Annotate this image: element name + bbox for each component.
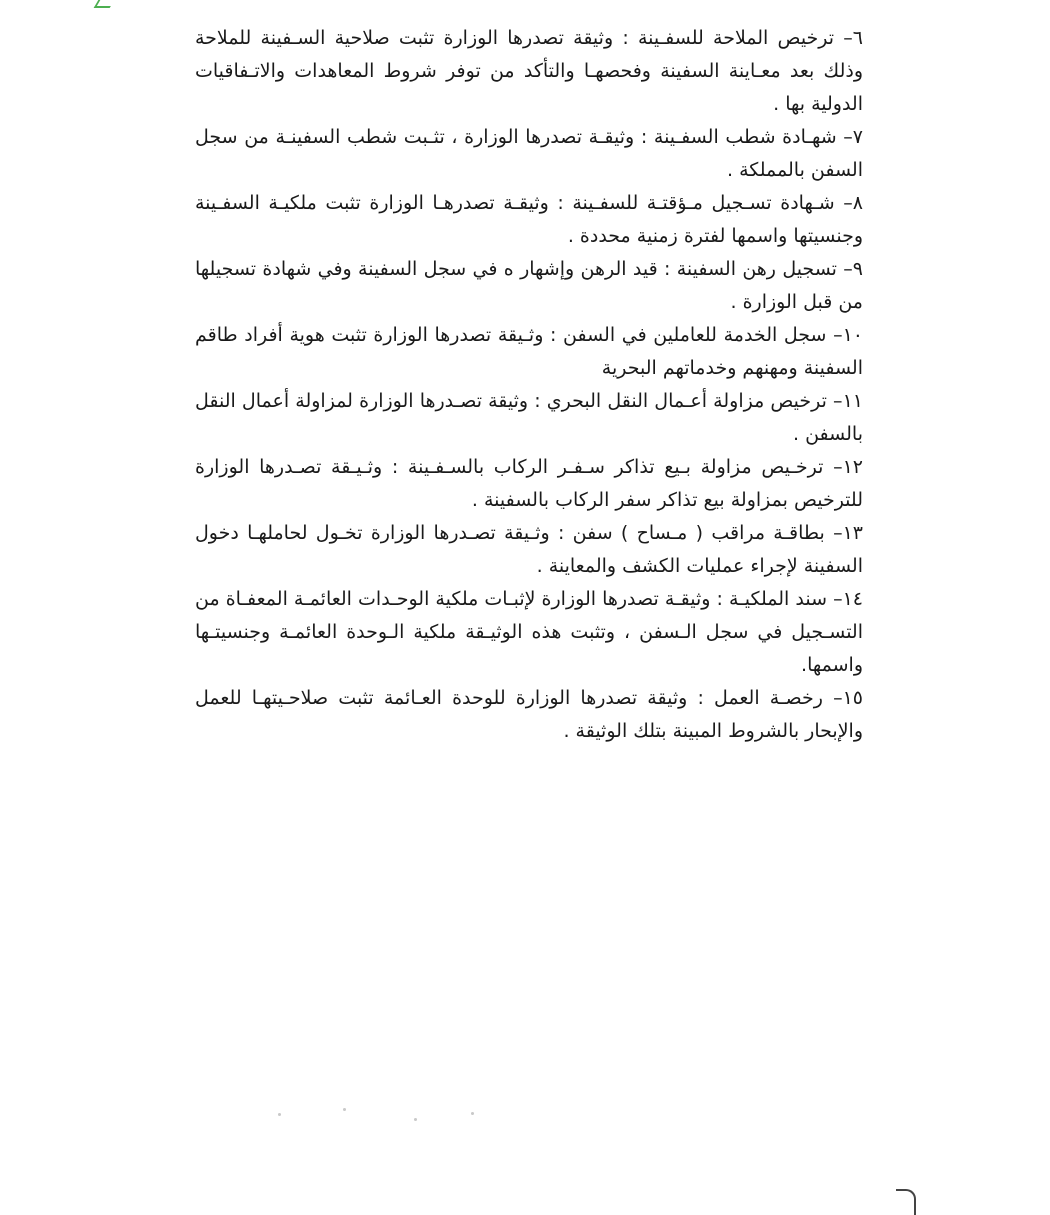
item-heading: شـهادة تسـجيل مـؤقتـة للسفـينة: [572, 192, 835, 214]
item-number: ١٠: [842, 324, 863, 346]
item-number: ١٣: [842, 522, 863, 544]
item-number: ٧: [852, 126, 863, 148]
item-heading: ترخـيص مزاولة بـيع تذاكر سـفـر الركاب بالسـفـينة: [407, 456, 824, 478]
list-item: ١٢– ترخـيص مزاولة بـيع تذاكر سـفـر الركاب بالسـفـينة : وثـيـقة تصـدرها الوزارة للترخيص بمزاولة بيع تذاكر سفر الركاب بالسفينة .: [195, 456, 864, 511]
item-number: ١٥: [842, 687, 864, 709]
item-number: ٩: [852, 258, 863, 280]
item-description: وثـيقة تصدرها الوزارة تثبت هوية أفراد طاقم السفينة ومهنهم وخدماتهم البحرية: [195, 324, 863, 379]
item-number: ١١: [842, 390, 863, 412]
item-description: وثـيـقة تصـدرها الوزارة للترخيص بمزاولة بيع تذاكر سفر الركاب بالسفينة .: [195, 456, 863, 511]
item-description: وثيقة تصدرها الوزارة للوحدة العـائمة تثبت صلاحـيتهـا للعمل والإبحار بالشروط المبينة بتلك الوثيقة .: [195, 687, 863, 742]
list-item: ١٥– رخصـة العمل : وثيقة تصدرها الوزارة للوحدة العـائمة تثبت صلاحـيتهـا للعمل والإبحار بالشروط المبينة بتلك الوثيقة .: [195, 687, 864, 742]
item-description: وثيقـة تصدرها الوزارة ، تثـبت شطب السفينـة من سجل السفن بالمملكة .: [195, 126, 863, 181]
item-number: ١٤: [842, 588, 863, 610]
item-heading: رخصـة العمل: [714, 687, 823, 709]
item-heading: شهـادة شطب السفـينة: [653, 126, 837, 148]
item-heading: تسجيل رهن السفينة: [676, 258, 837, 280]
scan-speck: [278, 1113, 281, 1116]
item-heading: بطاقـة مراقب ( مـساح ) سفن: [572, 522, 825, 544]
list-item: ١٤– سند الملكيـة : وثيقـة تصدرها الوزارة لإثبـات ملكية الوحـدات العائمـة المعفـاة من التسـجيل في سجل الـسفن ، وتثبت هذه الوثيـقة ملكية الـوحدة العائمـة وجنسيتـها واسمها.: [195, 588, 863, 676]
list-item: ١٠– سجل الخدمة للعاملين في السفن : وثـيقة تصدرها الوزارة تثبت هوية أفراد طاقم السفينة ومهنهم وخدماتهم البحرية: [195, 324, 863, 379]
item-number: ٨: [852, 192, 863, 214]
list-item: ٧– شهـادة شطب السفـينة : وثيقـة تصدرها الوزارة ، تثـبت شطب السفينـة من سجل السفن بالمملكة .: [195, 126, 863, 181]
scan-mark-icon: [94, 0, 115, 8]
scan-speck: [471, 1112, 474, 1115]
page-corner-mark: [896, 1189, 916, 1215]
list-item: ٩– تسجيل رهن السفينة : قيد الرهن وإشهار ه في سجل السفينة وفي شهادة تسجيلها من قبل الوزارة .: [195, 258, 863, 313]
item-heading: سند الملكيـة: [728, 588, 827, 610]
item-description: وثيقـة تصدرها الوزارة لإثبـات ملكية الوحـدات العائمـة المعفـاة من التسـجيل في سجل الـسفن ، وتثبت هذه الوثيـقة ملكية الـوحدة العائمـة وجنسيتـها واسمها.: [195, 588, 863, 676]
list-item: ٨– شـهادة تسـجيل مـؤقتـة للسفـينة : وثيقـة تصدرهـا الوزارة تثبت ملكيـة السفـينة وجنسيتها واسمها لفترة زمنية محددة .: [195, 192, 863, 247]
item-description: وثـيقة تصـدرها الوزارة تخـول لحاملهـا دخول السفينة لإجراء عمليات الكشف والمعاينة .: [195, 522, 863, 577]
item-heading: ترخيص مزاولة أعـمال النقل البحري: [546, 390, 827, 412]
item-heading: سجل الخدمة للعاملين في السفن: [563, 324, 827, 346]
list-item: ١٣– بطاقـة مراقب ( مـساح ) سفن : وثـيقة تصـدرها الوزارة تخـول لحاملهـا دخول السفينة لإجراء عمليات الكشف والمعاينة .: [195, 522, 863, 577]
item-description: وثيقـة تصدرهـا الوزارة تثبت ملكيـة السفـينة وجنسيتها واسمها لفترة زمنية محددة .: [195, 192, 863, 247]
scan-speck: [343, 1108, 346, 1111]
item-number: ٦: [852, 27, 863, 49]
item-heading: ترخيص الملاحة للسفـينة: [637, 27, 835, 49]
item-description: وثيقة تصدرها الوزارة تثبت صلاحية السـفينة للملاحة وذلك بعد معـاينة السفينة وفحصهـا والتأكد من توفر شروط المعاهدات والاتـفاقيات الدولية بها .: [195, 27, 863, 115]
scan-speck: [414, 1118, 417, 1121]
item-description: وثيقة تصـدرها الوزارة لمزاولة أعمال النقل بالسفن .: [195, 390, 863, 445]
list-item: ٦– ترخيص الملاحة للسفـينة : وثيقة تصدرها الوزارة تثبت صلاحية السـفينة للملاحة وذلك بعد معـاينة السفينة وفحصهـا والتأكد من توفر شروط المعاهدات والاتـفاقيات الدولية بها .: [195, 27, 863, 115]
list-item: ١١– ترخيص مزاولة أعـمال النقل البحري : وثيقة تصـدرها الوزارة لمزاولة أعمال النقل بالسفن .: [195, 390, 863, 445]
item-description: قيد الرهن وإشهار ه في سجل السفينة وفي شهادة تسجيلها من قبل الوزارة .: [195, 258, 863, 313]
document-body: [195, 22, 863, 748]
item-number: ١٢: [842, 456, 864, 478]
